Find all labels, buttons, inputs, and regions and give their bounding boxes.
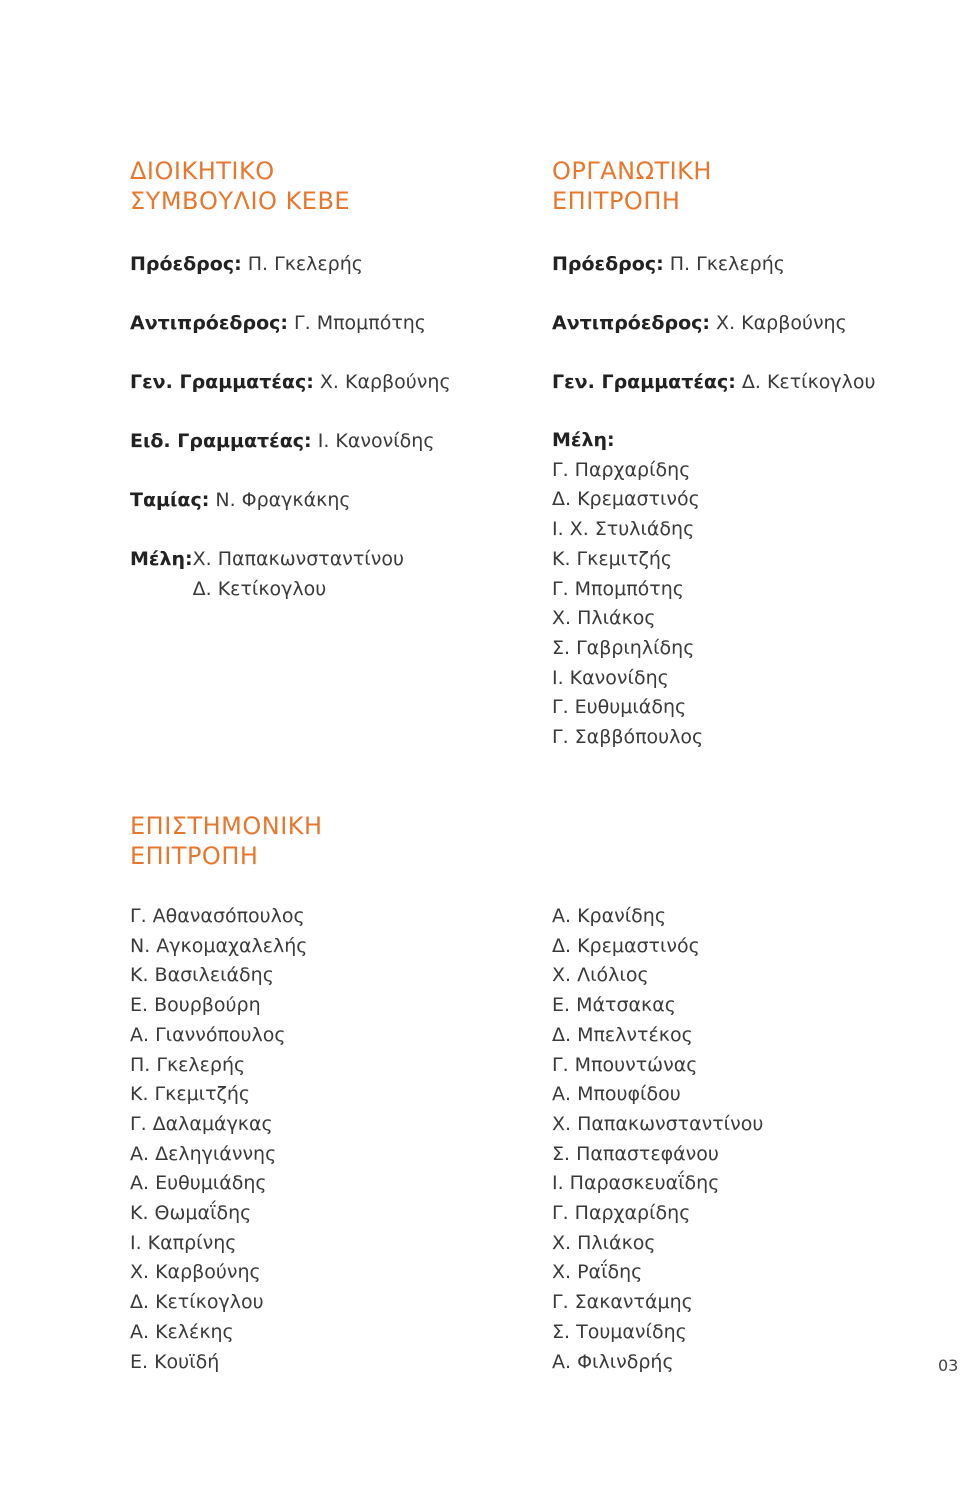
member-name: Σ. Γαβριηλίδης xyxy=(552,636,695,659)
member-name: Χ. Πλιάκος xyxy=(552,607,656,630)
member-name: Γ. Αθανασόπουλος xyxy=(130,905,305,927)
member-name: Γ. Παρχαρίδης xyxy=(552,458,691,481)
member-name: Δ. Κετίκογλου xyxy=(192,578,327,600)
member-name: Δ. Κρεμαστινός xyxy=(552,488,700,511)
member-name: Ν. Αγκομαχαλελής xyxy=(130,934,308,957)
board-role-special-secretary xyxy=(130,426,451,456)
member-name: Χ. Καρβούνης xyxy=(130,1261,261,1284)
member-name: Ι. Κανονίδης xyxy=(552,666,669,689)
member-name: Α. Κρανίδης xyxy=(552,905,666,927)
scientific-right-column xyxy=(552,902,763,1377)
role-label: Ειδ. Γραμματέας: xyxy=(130,430,312,452)
member-name: Ε. Κουϊδή xyxy=(130,1350,220,1373)
members-label: Μέλη: xyxy=(130,548,193,570)
scientific-heading xyxy=(130,811,323,871)
board-heading xyxy=(130,156,451,216)
organizing-roles xyxy=(552,249,876,753)
role-value: Χ. Καρβούνης xyxy=(710,312,847,334)
organizing-heading xyxy=(552,156,876,216)
role-value: Χ. Καρβούνης xyxy=(313,371,451,393)
member-name: Π. Γκελερής xyxy=(130,1053,246,1076)
member-name: Α. Ευθυμιάδης xyxy=(130,1172,267,1195)
member-name: Ι. Χ. Στυλιάδης xyxy=(552,518,695,541)
member-name: Γ. Παρχαρίδης xyxy=(552,1202,691,1225)
board-section xyxy=(130,156,451,604)
board-role-treasurer xyxy=(130,485,451,515)
member-name: Α. Δεληγιάννης xyxy=(130,1142,277,1165)
member-name: Γ. Μπουντώνας xyxy=(552,1053,698,1076)
role-value: Π. Γκελερής xyxy=(241,253,363,275)
member-name: Α. Γιαννόπουλος xyxy=(130,1023,286,1046)
board-heading-line1: ΔΙΟΙΚΗΤΙΚΟ xyxy=(130,157,275,185)
member-name: Κ. Γκεμιτζής xyxy=(552,547,673,570)
member-name: Ι. Παρασκευαΐδης xyxy=(552,1172,720,1195)
member-name: Κ. Βασιλειάδης xyxy=(130,964,274,987)
organizing-members xyxy=(552,426,876,753)
member-name: Γ. Μπομπότης xyxy=(552,577,684,600)
role-label: Ταμίας: xyxy=(130,489,210,511)
role-label: Γεν. Γραμματέας: xyxy=(130,371,314,393)
member-name: Α. Μπουφίδου xyxy=(552,1083,681,1106)
board-role-vice-president xyxy=(130,308,451,338)
board-role-general-secretary xyxy=(130,367,451,397)
organizing-role-president xyxy=(552,249,876,279)
member-name: Χ. Παπακωνσταντίνου xyxy=(192,548,404,570)
member-name: Γ. Δαλαμάγκας xyxy=(130,1112,273,1135)
role-value: Ι. Κανονίδης xyxy=(311,430,435,452)
page-number: 03 xyxy=(938,1356,959,1375)
scientific-section xyxy=(130,811,323,871)
role-label: Αντιπρόεδρος: xyxy=(130,312,289,334)
board-roles xyxy=(130,249,451,604)
members-label: Μέλη: xyxy=(552,429,615,451)
member-name: Ε. Βουρβούρη xyxy=(130,994,261,1017)
organizing-role-general-secretary xyxy=(552,367,876,397)
member-name: Δ. Μπελντέκος xyxy=(552,1023,693,1046)
board-heading-line2: ΣΥΜΒΟΥΛΙΟ ΚΕΒΕ xyxy=(130,187,351,215)
role-value: Γ. Μπομπότης xyxy=(288,312,426,334)
member-name: Ι. Καπρίνης xyxy=(130,1231,237,1254)
member-name: Χ. Λιόλιος xyxy=(552,964,649,987)
organizing-section xyxy=(552,156,876,753)
role-value: Π. Γκελερής xyxy=(663,253,785,275)
role-label: Πρόεδρος: xyxy=(552,253,664,275)
member-name: Γ. Σαββόπουλος xyxy=(552,726,704,749)
member-name: Χ. Πλιάκος xyxy=(552,1231,656,1254)
role-value: Ν. Φραγκάκης xyxy=(209,489,351,511)
member-name: Σ. Παπαστεφάνου xyxy=(552,1142,719,1165)
member-name: Γ. Ευθυμιάδης xyxy=(552,696,687,719)
role-label: Πρόεδρος: xyxy=(130,253,242,275)
scientific-left-column xyxy=(130,902,307,1377)
organizing-role-vice-president xyxy=(552,308,876,338)
member-name: Δ. Κετίκογλου xyxy=(130,1291,264,1314)
member-name: Ε. Μάτσακας xyxy=(552,994,676,1017)
member-name: Κ. Θωμαΐδης xyxy=(130,1202,252,1225)
member-name: Γ. Σακαντάμης xyxy=(552,1291,693,1314)
role-value: Δ. Κετίκογλου xyxy=(735,371,876,393)
scientific-heading-line2: ΕΠΙΤΡΟΠΗ xyxy=(130,842,259,870)
member-name: Α. Φιλινδρής xyxy=(552,1350,674,1373)
scientific-heading-line1: ΕΠΙΣΤΗΜΟΝΙΚΗ xyxy=(130,812,323,840)
organizing-heading-line1: ΟΡΓΑΝΩΤΙΚΗ xyxy=(552,157,712,185)
member-name: Σ. Τουμανίδης xyxy=(552,1320,687,1343)
member-name: Χ. Ραΐδης xyxy=(552,1261,643,1284)
member-name: Χ. Παπακωνσταντίνου xyxy=(552,1112,764,1135)
member-name: Δ. Κρεμαστινός xyxy=(552,934,700,957)
board-members-list xyxy=(193,544,404,604)
board-role-president xyxy=(130,249,451,279)
member-name: Κ. Γκεμιτζής xyxy=(130,1083,251,1106)
board-members xyxy=(130,544,451,604)
role-label: Αντιπρόεδρος: xyxy=(552,312,711,334)
member-name: Α. Κελέκης xyxy=(130,1320,234,1343)
role-label: Γεν. Γραμματέας: xyxy=(552,371,736,393)
organizing-heading-line2: ΕΠΙΤΡΟΠΗ xyxy=(552,187,681,215)
